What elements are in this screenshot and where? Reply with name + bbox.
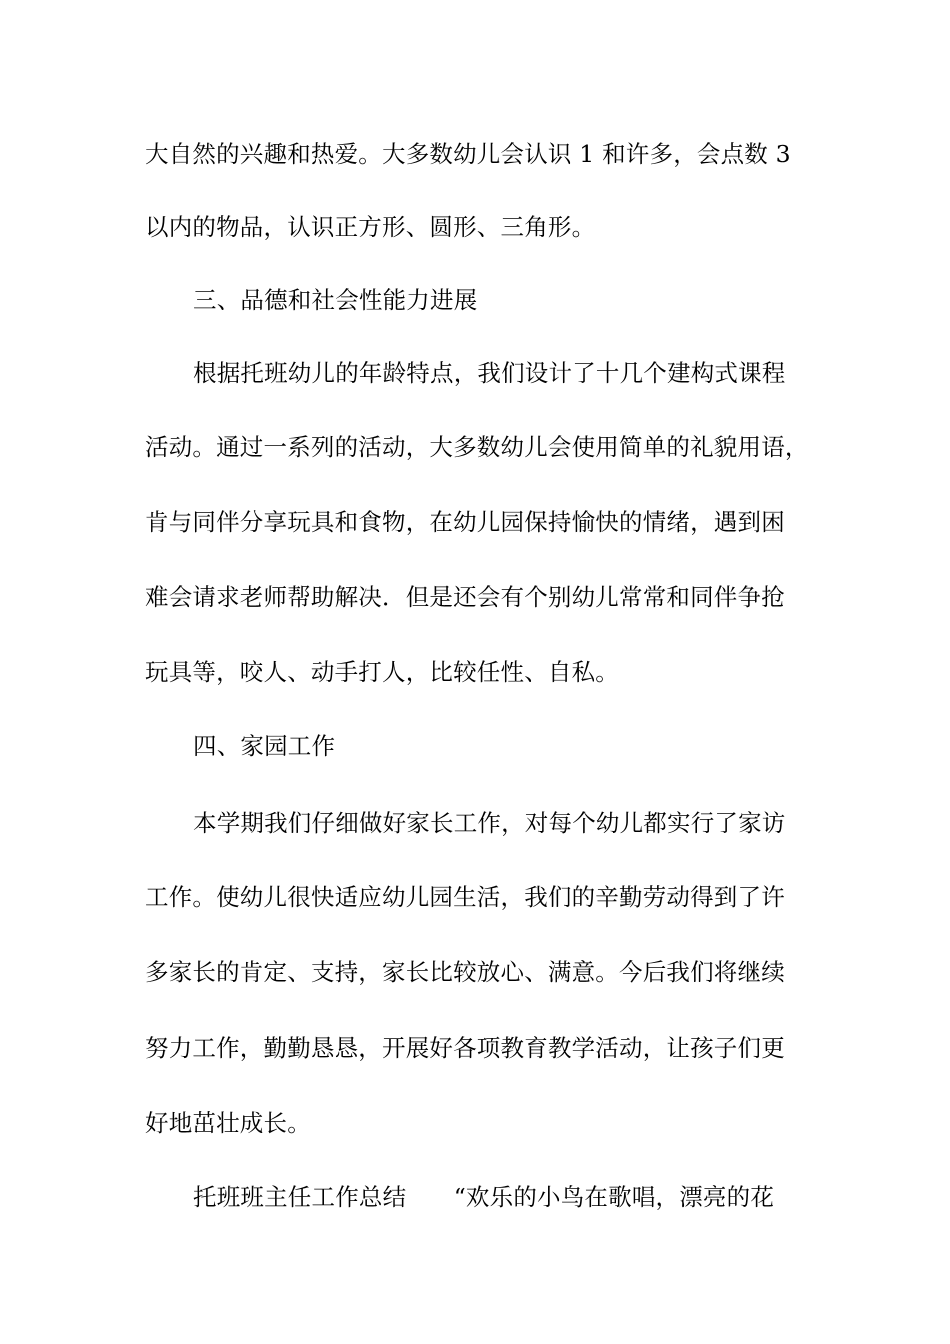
paragraph-line: 活动。通过一系列的活动，大多数幼儿会使用简单的礼貌用语， [145,433,809,461]
paragraph-line: 根据托班幼儿的年龄特点，我们设计了十几个建构式课程 [193,359,786,387]
paragraph-line: 托班班主任工作总结 “欢乐的小鸟在歌唱，漂亮的花 [193,1183,775,1211]
paragraph-line: 肯与同伴分享玩具和食物，在幼儿园保持愉快的情绪，遇到困 [145,508,785,536]
paragraph-line: 工作。使幼儿很快适应幼儿园生活，我们的辛勤劳动得到了许 [145,883,785,911]
paragraph-line: 好地茁壮成长。 [145,1109,311,1137]
section-heading: 三、品德和社会性能力进展 [193,286,478,314]
paragraph-line: 本学期我们仔细做好家长工作，对每个幼儿都实行了家访 [193,809,786,837]
paragraph-line: 大自然的兴趣和热爱。大多数幼儿会认识 1 和许多，会点数 3 [145,140,791,168]
paragraph-line: 难会请求老师帮助解决．但是还会有个别幼儿常常和同伴争抢 [145,583,785,611]
paragraph-line: 多家长的肯定、支持，家长比较放心、满意。今后我们将继续 [145,958,785,986]
section-heading: 四、家园工作 [193,732,336,760]
paragraph-line: 努力工作，勤勤恳恳，开展好各项教育教学活动，让孩子们更 [145,1034,785,1062]
paragraph-line: 玩具等，咬人、动手打人，比较任性、自私。 [145,658,619,686]
paragraph-line: 以内的物品，认识正方形、圆形、三角形。 [145,213,596,241]
